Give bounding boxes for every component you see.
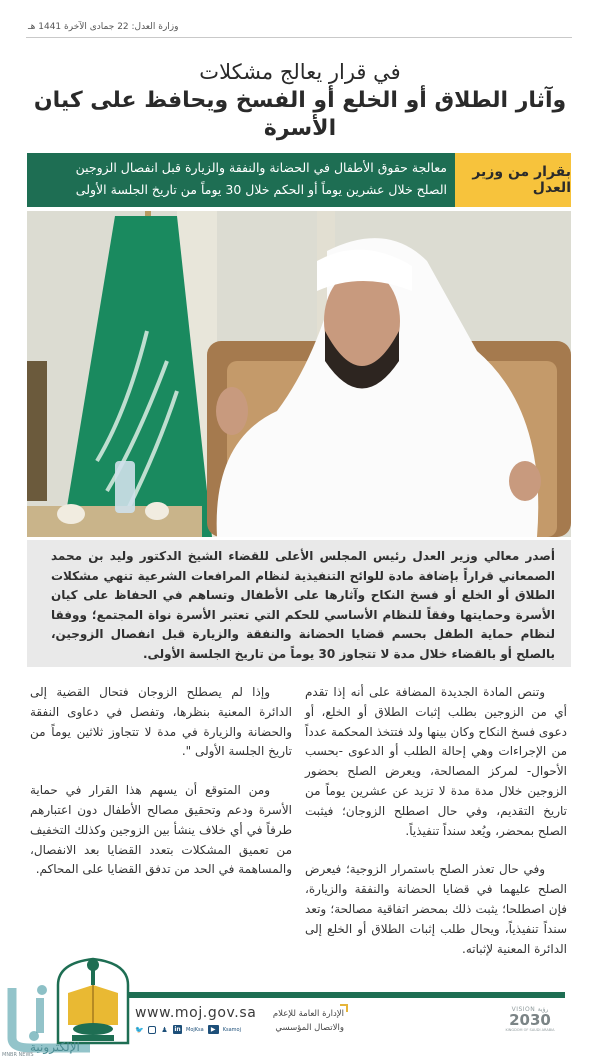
vision-2030-logo [505, 1006, 555, 1032]
vision-label: VISION رؤية [511, 1006, 549, 1013]
instagram-icon[interactable] [148, 1026, 156, 1034]
snapchat-icon[interactable]: ♟ [161, 1025, 168, 1034]
banner-summary-line-2: الصلح خلال عشرين يوماً أو الحكم خلال 30 يوماً من تاريخ الجلسة الأولى [75, 182, 447, 197]
top-rule [26, 18, 572, 38]
banner-label: بقرار من وزير العدل [455, 153, 571, 207]
bookcase [27, 361, 47, 501]
social-links [135, 1025, 241, 1034]
body-column-right [305, 683, 567, 978]
body-paragraph: وفي حال تعذر الصلح باستمرار الزوجية؛ فيعرض الصلح عليهما في قضايا الحضانة والنفقة والزيارة، فإن اصطلحا؛ يثبت ذلك بمحضر اتفاقية مصالحة؛ وتعد سنداً تنفيذياً، ويحال طلب إثبات الطلاق أو الخلع إلى الدائرة المعنية لإثباته. [305, 862, 567, 956]
watermark-text: الإلكترونية [30, 1040, 80, 1054]
headline-line-2: وآثار الطلاق أو الخلع أو الفسخ ويحافظ على كيان الأسرة [33, 88, 567, 141]
footer-rule [97, 992, 565, 998]
media-dept-line-2: والاتصال المؤسسي [275, 1023, 344, 1033]
dateline: وزارة العدل: 22 جمادى الآخرة 1441 هـ [28, 22, 179, 32]
vision-year: 2030 [509, 1011, 551, 1029]
ministry-of-justice-logo [52, 955, 134, 1045]
summary-banner [27, 153, 571, 207]
website-link[interactable]: www.moj.gov.sa [135, 1005, 257, 1021]
youtube-icon[interactable]: ▶ [208, 1025, 219, 1034]
photo-illustration [27, 211, 571, 537]
media-dept-line-1: الإدارة العامة للإعلام [272, 1009, 344, 1019]
water-bottle [115, 461, 135, 513]
news-photo [27, 211, 571, 537]
twitter-icon[interactable]: 🐦 [135, 1025, 144, 1034]
banner-summary [27, 153, 455, 207]
body-paragraph: ومن المتوقع أن يسهم هذا القرار في حماية الأسرة ودعم وتحقيق مصالح الأطفال دون اعتبارهم طرفاً في أي خلاف ينشأ بين الزوجين وكذلك التخفيف من تعميق المشكلات بتعدد القضايا بعد الانفصال، والمساهمة في الحد من تدفق القضايا على المحاكم. [30, 783, 292, 877]
youtube-handle[interactable]: Ksamoj [222, 1026, 241, 1033]
linkedin-icon[interactable]: in [174, 1026, 181, 1033]
headline [20, 58, 580, 143]
linkedin-handle[interactable]: MojKsa [186, 1026, 204, 1033]
headline-line-1: في قرار يعالج مشكلات [199, 60, 401, 84]
body-paragraph: وإذا لم يصطلح الزوجان فتحال القضية إلى الدائرة المعنية بنظرها، وتفصل في دعاوى النفقة والحضانة والزيارة في مدة لا تتجاوز ثلاثين يوماً من تاريخ الجلسة الأولى ". [30, 685, 292, 759]
media-department [258, 1007, 344, 1035]
body-paragraph: وتنص المادة الجديدة المضافة على أنه إذا تقدم أي من الزوجين بطلب إثبات الطلاق أو الخلع، أو دعوى فسخ النكاح وكان بينها ولد فتتخذ المحكمة عدداً من الإجراءات وهي إحالة الطلب أو الدعوى -بحسب الأحوال- لمركز المصالحة، ويعرض الصلح بحضور الزوجين خلال مدة مدة لا تزيد عن عشرين يوماً من تاريخ التقديم، وفي حال اصطلح الزوجان؛ فيثبت الصلح بمحضر، ويُعد سنداً تنفيذياً. [305, 685, 567, 838]
body-column-left [30, 683, 292, 899]
lead-paragraph: أصدر معالي وزير العدل رئيس المجلس الأعلى للقضاء الشيخ الدكتور وليد بن محمد الصمعاني قراراً بإضافة مادة للوائح التنفيذية لنظام المرافعات الشرعية تنهي مشكلات الطلاق أو الخلع أو فسخ النكاح وآثارها على الأطفال وتساهم في الحفاظ على كيان الأسرة وحمايتها وفقاً للنظام الأساسي للحكم التي تعتبر الأسرة نواة المجتمع؛ ووفقا لنظام حماية الطفل بحسم قضايا الحضانة والنفقة والزيارة قبل انفصال الزوجين، بالصلح أو بالقضاء خلال مدة لا تتجاوز 30 يوماً من تاريخ الجلسة الأولى. [27, 540, 571, 667]
banner-summary-line-1: معالجة حقوق الأطفال في الحضانة والنفقة والزيارة قبل انفصال الزوجين [75, 160, 447, 175]
vision-caption: KINGDOM OF SAUDI ARABIA [505, 1028, 555, 1032]
watermark-caption: MNBR NEWS [2, 1052, 34, 1058]
